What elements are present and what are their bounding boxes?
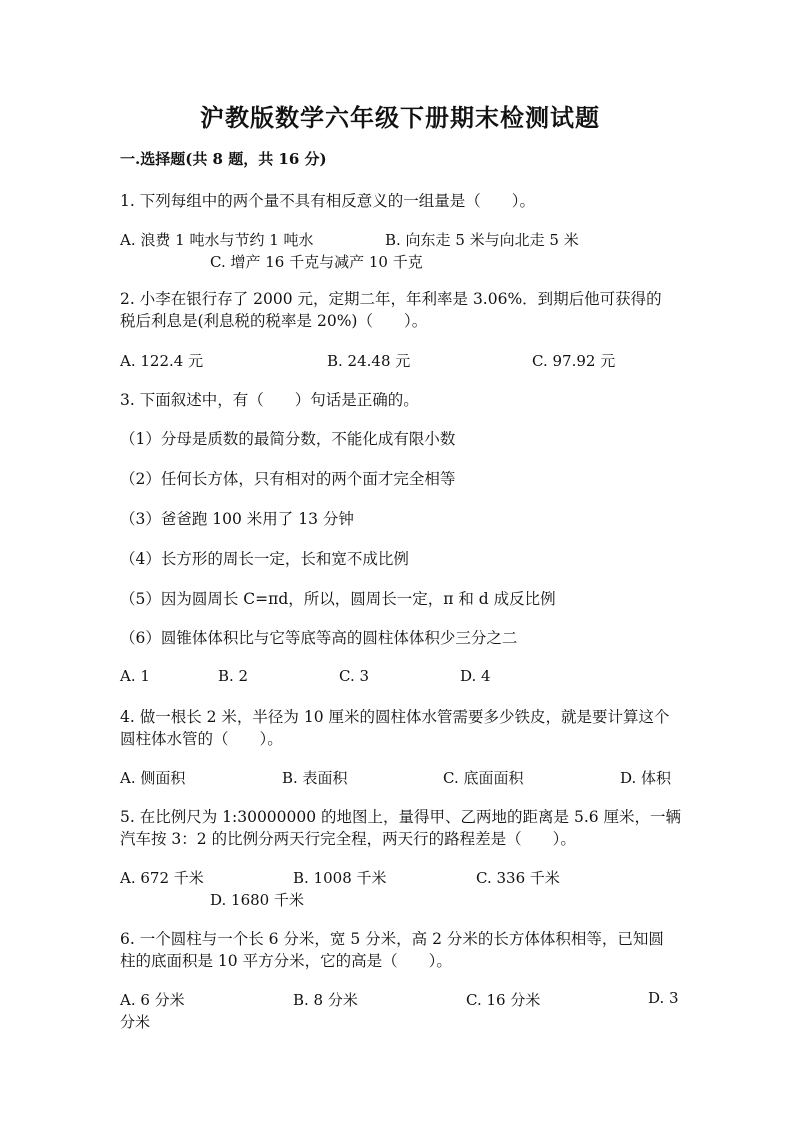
question-3-statement-5: （5）因为圆周长 C=πd，所以，圆周长一定，π 和 d 成反比例 [120,590,556,608]
question-5-stem-line2: 汽车按 3：2 的比例分两天行完全程，两天行的路程差是（ ）。 [120,830,576,848]
question-3-statement-6: （6）圆锥体体积比与它等底等高的圆柱体体积少三分之二 [120,629,518,647]
question-4-option-a: A. 侧面积 [120,769,186,787]
question-3-statement-2: （2）任何长方体，只有相对的两个面才完全相等 [120,470,456,488]
question-3-option-b: B. 2 [218,667,249,685]
question-2-option-c: C. 97.92 元 [532,352,616,370]
question-3-option-a: A. 1 [120,667,150,685]
question-2-option-a: A. 122.4 元 [120,352,204,370]
question-3-statement-4: （4）长方形的周长一定，长和宽不成比例 [120,550,409,568]
question-4-option-c: C. 底面面积 [443,769,524,787]
question-4-stem-line1: 4. 做一根长 2 米，半径为 10 厘米的圆柱体水管需要多少铁皮，就是要计算这个 [120,708,670,726]
section-heading: 一.选择题(共 8 题，共 16 分) [120,150,327,168]
question-6-option-d-wrap: 分米 [120,1013,151,1031]
question-6-option-c: C. 16 分米 [466,991,541,1009]
question-2-option-b: B. 24.48 元 [327,352,411,370]
question-5-option-a: A. 672 千米 [120,869,204,887]
question-3-statement-1: （1）分母是质数的最简分数，不能化成有限小数 [120,430,456,448]
question-5-option-c: C. 336 千米 [476,869,560,887]
question-4-stem-line2: 圆柱体水管的（ ）。 [120,730,283,748]
question-3-statement-3: （3）爸爸跑 100 米用了 13 分钟 [120,510,354,528]
question-4-option-b: B. 表面积 [282,769,348,787]
page-title: 沪教版数学六年级下册期末检测试题 [200,103,600,132]
question-3-stem: 3. 下面叙述中，有（ ）句话是正确的。 [120,391,419,409]
question-1-stem: 1. 下列每组中的两个量不具有相反意义的一组量是（ ）。 [120,192,535,210]
question-6-option-d: D. 3 [648,989,679,1007]
question-5-option-b: B. 1008 千米 [293,869,387,887]
question-1-option-c: C. 增产 16 千克与减产 10 千克 [210,253,423,271]
question-5-option-d: D. 1680 千米 [210,891,304,909]
question-6-option-a: A. 6 分米 [120,991,185,1009]
question-5-stem-line1: 5. 在比例尺为 1:30000000 的地图上，量得甲、乙两地的距离是 5.6 厘米，一辆 [120,808,682,826]
question-2-stem-line2: 税后利息是(利息税的税率是 20%)（ ）。 [120,312,428,330]
question-1-option-a: A. 浪费 1 吨水与节约 1 吨水 [120,231,314,249]
question-3-option-c: C. 3 [339,667,370,685]
question-3-option-d: D. 4 [460,667,491,685]
question-2-stem-line1: 2. 小李在银行存了 2000 元，定期二年，年利率是 3.06%．到期后他可获得的 [120,290,662,308]
question-1-option-b: B. 向东走 5 米与向北走 5 米 [385,231,579,249]
question-6-stem-line1: 6. 一个圆柱与一个长 6 分米，宽 5 分米，高 2 分米的长方体体积相等，已知圆 [120,930,664,948]
question-6-stem-line2: 柱的底面积是 10 平方分米，它的高是（ ）。 [120,952,452,970]
question-6-option-b: B. 8 分米 [293,991,358,1009]
question-4-option-d: D. 体积 [620,769,672,787]
